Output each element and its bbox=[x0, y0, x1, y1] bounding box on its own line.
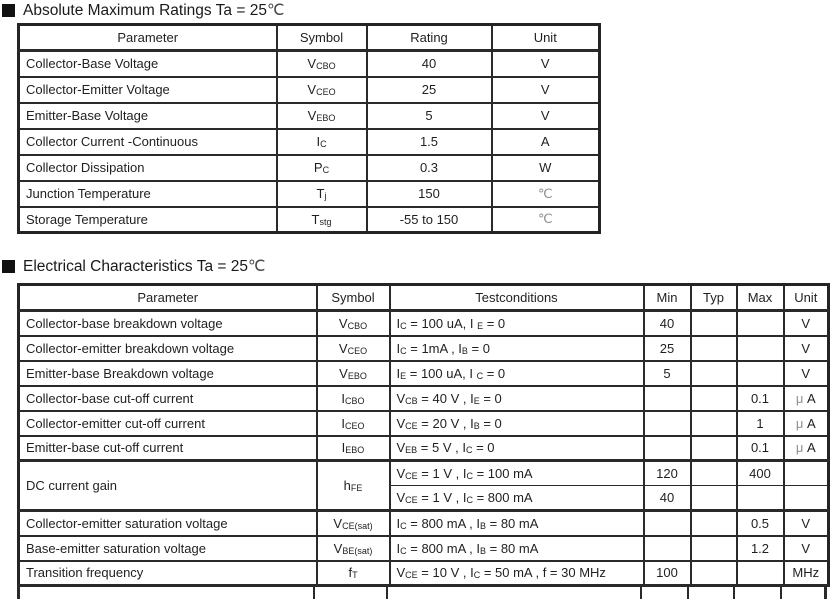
unit-cell bbox=[784, 461, 829, 486]
min-cell bbox=[644, 511, 691, 536]
rating-cell: 0.3 bbox=[367, 155, 492, 181]
cond-cell: IC = 800 mA , IB = 80 mA bbox=[390, 536, 644, 561]
symbol-cell: VCBO bbox=[317, 311, 390, 336]
section-bullet-icon bbox=[2, 4, 15, 17]
rating-cell: -55 to 150 bbox=[367, 207, 492, 233]
symbol-cell: IEBO bbox=[317, 436, 390, 461]
elec-char-title-text: Electrical Characteristics Ta = 25℃ bbox=[23, 257, 266, 275]
max-cell: 0.5 bbox=[737, 511, 784, 536]
header-rating: Rating bbox=[367, 25, 492, 51]
cond-cell: IC = 100 uA, I E = 0 bbox=[390, 311, 644, 336]
cond-cell: VEB = 5 V , IC = 0 bbox=[390, 436, 644, 461]
clipped-cell bbox=[782, 587, 827, 599]
param-cell: Collector-emitter cut-off current bbox=[19, 411, 317, 436]
max-cell: 1.2 bbox=[737, 536, 784, 561]
unit-cell: ℃ bbox=[492, 207, 600, 233]
table-row bbox=[19, 411, 829, 436]
rating-cell: 150 bbox=[367, 181, 492, 207]
unit-cell: V bbox=[784, 536, 829, 561]
rating-cell: 25 bbox=[367, 77, 492, 103]
header-max: Max bbox=[737, 285, 784, 311]
unit-cell: μ A bbox=[784, 386, 829, 411]
rating-cell: 1.5 bbox=[367, 129, 492, 155]
table-row bbox=[19, 311, 829, 336]
param-cell: Collector Dissipation bbox=[19, 155, 277, 181]
param-cell: Collector-emitter saturation voltage bbox=[19, 511, 317, 536]
table-row bbox=[19, 561, 829, 586]
header-testconditions: Testconditions bbox=[390, 285, 644, 311]
clipped-cell bbox=[315, 587, 388, 599]
table-row bbox=[19, 511, 829, 536]
typ-cell bbox=[691, 386, 737, 411]
unit-cell: μ A bbox=[784, 411, 829, 436]
typ-cell bbox=[691, 461, 737, 486]
param-cell: Junction Temperature bbox=[19, 181, 277, 207]
cond-cell: VCE = 20 V , IB = 0 bbox=[390, 411, 644, 436]
symbol-cell: VEBO bbox=[277, 103, 367, 129]
table-row bbox=[19, 103, 600, 129]
clipped-cell bbox=[642, 587, 689, 599]
unit-cell: V bbox=[492, 51, 600, 77]
symbol-cell: VCE(sat) bbox=[317, 511, 390, 536]
clipped-cell bbox=[17, 587, 315, 599]
abs-max-title-text: Absolute Maximum Ratings Ta = 25℃ bbox=[23, 2, 285, 19]
cond-cell: IC = 800 mA , IB = 80 mA bbox=[390, 511, 644, 536]
table-row bbox=[19, 361, 829, 386]
symbol-cell: ICEO bbox=[317, 411, 390, 436]
symbol-cell: VCBO bbox=[277, 51, 367, 77]
symbol-cell: VCEO bbox=[317, 336, 390, 361]
table-row bbox=[19, 536, 829, 561]
symbol-cell: VBE(sat) bbox=[317, 536, 390, 561]
min-cell bbox=[644, 436, 691, 461]
min-cell bbox=[644, 536, 691, 561]
unit-cell: V bbox=[492, 77, 600, 103]
cond-cell: IE = 100 uA, I C = 0 bbox=[390, 361, 644, 386]
param-cell: Collector Current -Continuous bbox=[19, 129, 277, 155]
clipped-table-row bbox=[17, 587, 827, 599]
typ-cell bbox=[691, 536, 737, 561]
min-cell: 40 bbox=[644, 486, 691, 511]
table-row bbox=[19, 129, 600, 155]
param-cell: Emitter-base cut-off current bbox=[19, 436, 317, 461]
unit-cell: W bbox=[492, 155, 600, 181]
typ-cell bbox=[691, 411, 737, 436]
typ-cell bbox=[691, 336, 737, 361]
table-row bbox=[19, 207, 600, 233]
symbol-cell: fT bbox=[317, 561, 390, 586]
max-cell bbox=[737, 486, 784, 511]
table-row bbox=[19, 181, 600, 207]
param-cell: Emitter-Base Voltage bbox=[19, 103, 277, 129]
symbol-cell: IC bbox=[277, 129, 367, 155]
unit-cell: μ A bbox=[784, 436, 829, 461]
rating-cell: 5 bbox=[367, 103, 492, 129]
header-unit: Unit bbox=[784, 285, 829, 311]
unit-cell: V bbox=[784, 361, 829, 386]
symbol-cell: PC bbox=[277, 155, 367, 181]
param-cell: Collector-base breakdown voltage bbox=[19, 311, 317, 336]
table-row bbox=[19, 436, 829, 461]
max-cell: 400 bbox=[737, 461, 784, 486]
max-cell bbox=[737, 336, 784, 361]
min-cell: 100 bbox=[644, 561, 691, 586]
unit-cell: A bbox=[492, 129, 600, 155]
elec-char-table bbox=[17, 283, 830, 587]
max-cell bbox=[737, 361, 784, 386]
typ-cell bbox=[691, 511, 737, 536]
cond-cell: VCB = 40 V , IE = 0 bbox=[390, 386, 644, 411]
symbol-cell: Tj bbox=[277, 181, 367, 207]
min-cell: 120 bbox=[644, 461, 691, 486]
clipped-cell bbox=[388, 587, 642, 599]
param-cell: DC current gain bbox=[19, 461, 317, 511]
header-typ: Typ bbox=[691, 285, 737, 311]
param-cell: Storage Temperature bbox=[19, 207, 277, 233]
max-cell: 0.1 bbox=[737, 436, 784, 461]
header-min: Min bbox=[644, 285, 691, 311]
symbol-cell: VCEO bbox=[277, 77, 367, 103]
cond-cell: VCE = 1 V , IC = 100 mA bbox=[390, 461, 644, 486]
unit-cell: V bbox=[784, 311, 829, 336]
min-cell: 25 bbox=[644, 336, 691, 361]
symbol-cell: Tstg bbox=[277, 207, 367, 233]
abs-max-section-title bbox=[2, 0, 830, 20]
clipped-cell bbox=[689, 587, 735, 599]
typ-cell bbox=[691, 486, 737, 511]
param-cell: Base-emitter saturation voltage bbox=[19, 536, 317, 561]
param-cell: Collector-base cut-off current bbox=[19, 386, 317, 411]
unit-cell bbox=[784, 486, 829, 511]
table-row bbox=[19, 51, 600, 77]
header-symbol: Symbol bbox=[317, 285, 390, 311]
param-cell: Collector-Emitter Voltage bbox=[19, 77, 277, 103]
typ-cell bbox=[691, 311, 737, 336]
abs-max-header-row bbox=[19, 25, 600, 51]
unit-cell: V bbox=[492, 103, 600, 129]
param-cell: Collector-Base Voltage bbox=[19, 51, 277, 77]
header-symbol: Symbol bbox=[277, 25, 367, 51]
min-cell: 40 bbox=[644, 311, 691, 336]
symbol-cell: ICBO bbox=[317, 386, 390, 411]
param-cell: Transition frequency bbox=[19, 561, 317, 586]
elec-header-row bbox=[19, 285, 829, 311]
unit-cell: MHz bbox=[784, 561, 829, 586]
unit-cell: ℃ bbox=[492, 181, 600, 207]
min-cell bbox=[644, 386, 691, 411]
unit-cell: V bbox=[784, 336, 829, 361]
min-cell: 5 bbox=[644, 361, 691, 386]
header-parameter: Parameter bbox=[19, 25, 277, 51]
table-row bbox=[19, 155, 600, 181]
symbol-cell: hFE bbox=[317, 461, 390, 511]
max-cell bbox=[737, 311, 784, 336]
symbol-cell: VEBO bbox=[317, 361, 390, 386]
max-cell bbox=[737, 561, 784, 586]
param-cell: Collector-emitter breakdown voltage bbox=[19, 336, 317, 361]
max-cell: 1 bbox=[737, 411, 784, 436]
table-row bbox=[19, 336, 829, 361]
table-row bbox=[19, 386, 829, 411]
table-row-hfe-1 bbox=[19, 461, 829, 486]
max-cell: 0.1 bbox=[737, 386, 784, 411]
header-unit: Unit bbox=[492, 25, 600, 51]
typ-cell bbox=[691, 436, 737, 461]
cond-cell: VCE = 10 V , IC = 50 mA , f = 30 MHz bbox=[390, 561, 644, 586]
clipped-cell bbox=[735, 587, 782, 599]
table-row bbox=[19, 77, 600, 103]
unit-cell: V bbox=[784, 511, 829, 536]
cond-cell: IC = 1mA , IB = 0 bbox=[390, 336, 644, 361]
cond-cell: VCE = 1 V , IC = 800 mA bbox=[390, 486, 644, 511]
typ-cell bbox=[691, 361, 737, 386]
abs-max-table bbox=[17, 23, 601, 234]
section-bullet-icon bbox=[2, 260, 15, 273]
min-cell bbox=[644, 411, 691, 436]
param-cell: Emitter-base Breakdown voltage bbox=[19, 361, 317, 386]
header-parameter: Parameter bbox=[19, 285, 317, 311]
typ-cell bbox=[691, 561, 737, 586]
elec-char-section-title bbox=[2, 256, 830, 276]
rating-cell: 40 bbox=[367, 51, 492, 77]
